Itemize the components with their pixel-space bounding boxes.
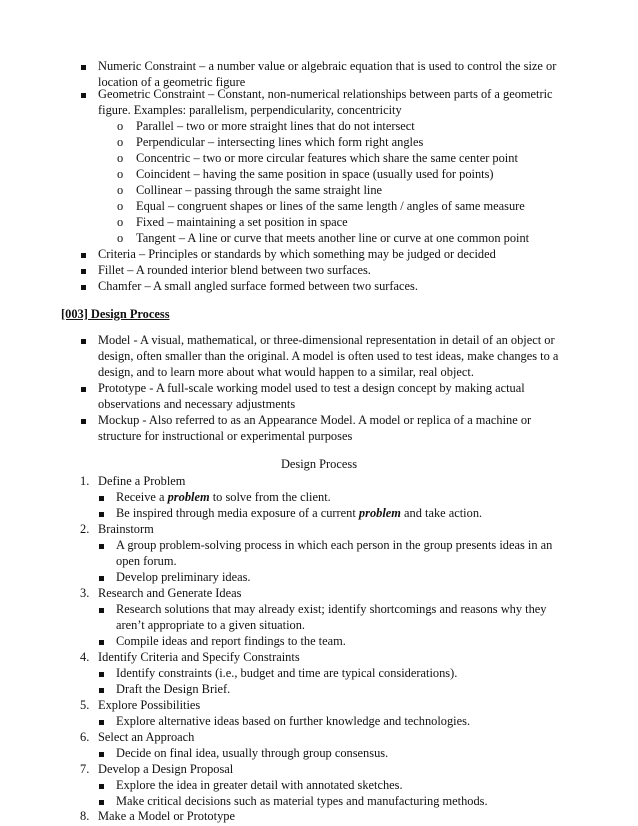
bullet-square-icon <box>81 339 86 344</box>
prototype-line2: observations and necessary adjustments <box>98 397 296 411</box>
step-3-title: Research and Generate Ideas <box>98 586 242 600</box>
sub-item-collinear: Collinear – passing through the same straight line <box>136 183 383 197</box>
sub-bullet-marker: o <box>117 135 124 149</box>
bullet-square-icon <box>99 544 104 549</box>
bullet-square-icon <box>81 419 86 424</box>
bullet-square-icon <box>99 608 104 613</box>
bullet-square-icon <box>99 496 104 501</box>
fillet-item: Fillet – A rounded interior blend between two surfaces. <box>98 263 371 277</box>
prototype-line1: Prototype - A full-scale working model used to test a design concept by making actual <box>98 381 525 395</box>
sub-item-concentric: Concentric – two or more circular features which share the same center point <box>136 151 518 165</box>
design-process-title: Design Process <box>280 457 358 471</box>
sub-item-tangent: Tangent – A line or curve that meets another line or curve at one common point <box>136 231 530 245</box>
step-5-title: Explore Possibilities <box>98 698 201 712</box>
bullet-square-icon <box>99 800 104 805</box>
bullet-square-icon <box>99 752 104 757</box>
bullet-square-icon <box>99 672 104 677</box>
bullet-square-icon <box>99 688 104 693</box>
sub-bullet-marker: o <box>117 183 124 197</box>
step-4-item-b: Draft the Design Brief. <box>116 682 231 696</box>
bullet-square-icon <box>99 784 104 789</box>
step-7-item-a: Explore the idea in greater detail with annotated sketches. <box>116 778 403 792</box>
sub-item-parallel: Parallel – two or more straight lines that do not intersect <box>136 119 415 133</box>
model-line3: design, and to learn more about what would happen to a similar, real object. <box>98 365 474 379</box>
step-1-title: Define a Problem <box>98 474 186 488</box>
sub-item-perpendicular: Perpendicular – intersecting lines which form right angles <box>136 135 424 149</box>
step-2-item-a-line1: A group problem-solving process in which each person in the group presents ideas in an <box>116 538 553 552</box>
model-line2: design, often smaller than the original. A model is often used to test ideas, make changes to a <box>98 349 559 363</box>
step-4-item-a: Identify constraints (i.e., budget and time are typical considerations). <box>116 666 458 680</box>
bullet-square-icon <box>81 387 86 392</box>
bullet-square-icon <box>99 720 104 725</box>
bullet-square-icon <box>99 512 104 517</box>
sub-bullet-marker: o <box>117 231 124 245</box>
mockup-line1: Mockup - Also referred to as an Appearance Model. A model or replica of a machine or <box>98 413 532 427</box>
step-2-item-a-line2: open forum. <box>116 554 177 568</box>
sub-bullet-marker: o <box>117 119 124 133</box>
criteria-item: Criteria – Principles or standards by which something may be judged or decided <box>98 247 496 261</box>
step-7-title: Develop a Design Proposal <box>98 762 234 776</box>
step-3-item-b: Compile ideas and report findings to the team. <box>116 634 346 648</box>
section-heading: [003] Design Process <box>61 307 170 321</box>
mockup-line2: structure for instructional or experimental purposes <box>98 429 353 443</box>
step-number: 3. <box>80 586 90 600</box>
step-5-item-a: Explore alternative ideas based on further knowledge and technologies. <box>116 714 471 728</box>
bullet-square-icon <box>81 285 86 290</box>
emphasis-problem: problem <box>167 490 210 504</box>
sub-bullet-marker: o <box>117 215 124 229</box>
bullet-square-icon <box>81 65 86 70</box>
step-4-title: Identify Criteria and Specify Constraints <box>98 650 300 664</box>
step-7-item-b: Make critical decisions such as material types and manufacturing methods. <box>116 794 488 808</box>
step-number: 8. <box>80 809 90 823</box>
step-number: 5. <box>80 698 90 712</box>
geometric-constraint-line2: figure. Examples: parallelism, perpendicularity, concentricity <box>98 103 402 117</box>
step-1-item-a: Receive a problem to solve from the client. <box>116 490 331 504</box>
bullet-square-icon <box>99 640 104 645</box>
numeric-constraint-line1: Numeric Constraint – a number value or algebraic equation that is used to control the size or <box>98 59 557 73</box>
step-number: 4. <box>80 650 90 664</box>
emphasis-problem: problem <box>358 506 401 520</box>
step-number: 1. <box>80 474 90 488</box>
step-number: 7. <box>80 762 90 776</box>
model-line1: Model - A visual, mathematical, or three-dimensional representation in detail of an object or <box>98 333 555 347</box>
bullet-square-icon <box>81 93 86 98</box>
numeric-constraint-line2: location of a geometric figure <box>98 75 246 89</box>
step-number: 2. <box>80 522 90 536</box>
step-2-item-b: Develop preliminary ideas. <box>116 570 251 584</box>
bullet-square-icon <box>99 576 104 581</box>
bullet-square-icon <box>81 253 86 258</box>
sub-item-coincident: Coincident – having the same position in space (usually used for points) <box>136 167 494 181</box>
sub-bullet-marker: o <box>117 151 124 165</box>
step-2-title: Brainstorm <box>98 522 154 536</box>
step-number: 6. <box>80 730 90 744</box>
step-6-title: Select an Approach <box>98 730 195 744</box>
step-1-item-b: Be inspired through media exposure of a current problem and take action. <box>116 506 483 520</box>
sub-bullet-marker: o <box>117 199 124 213</box>
bullet-square-icon <box>81 269 86 274</box>
chamfer-item: Chamfer – A small angled surface formed between two surfaces. <box>98 279 418 293</box>
sub-bullet-marker: o <box>117 167 124 181</box>
sub-item-equal: Equal – congruent shapes or lines of the same length / angles of same measure <box>136 199 525 213</box>
step-6-item-a: Decide on final idea, usually through group consensus. <box>116 746 389 760</box>
step-3-item-a-line1: Research solutions that may already exist; identify shortcomings and reasons why they <box>116 602 547 616</box>
geometric-constraint-line1: Geometric Constraint – Constant, non-numerical relationships between parts of a geometric <box>98 87 553 101</box>
step-8-title: Make a Model or Prototype <box>98 809 235 823</box>
sub-item-fixed: Fixed – maintaining a set position in space <box>136 215 348 229</box>
step-3-item-a-line2: aren’t appropriate to a given situation. <box>116 618 306 632</box>
